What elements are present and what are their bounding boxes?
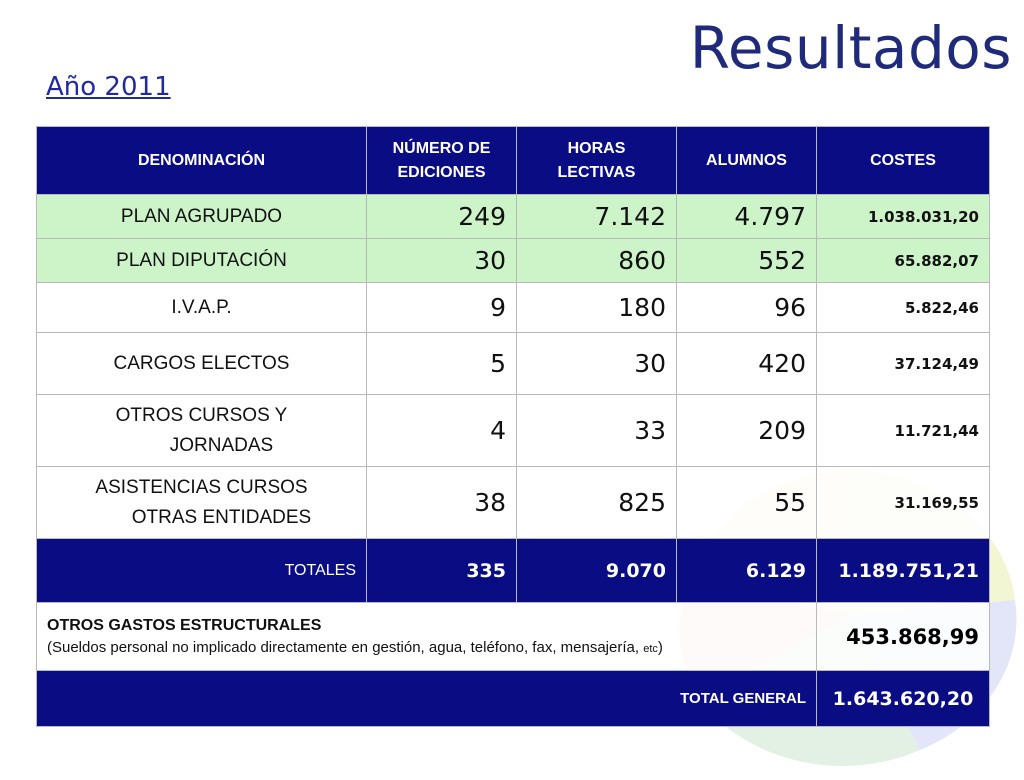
totales-ediciones: 335 — [367, 539, 517, 603]
otros-gastos-note: (Sueldos personal no implicado directamente en gestión, agua, teléfono, fax, mensajería, etc) — [47, 639, 663, 656]
table-row — [37, 333, 990, 395]
row-alumnos: 55 — [677, 467, 817, 539]
header-horas: HORAS LECTIVAS — [517, 127, 677, 195]
row-name: CARGOS ELECTOS — [37, 333, 367, 395]
row-alumnos: 96 — [677, 283, 817, 333]
totales-label: TOTALES — [37, 539, 367, 603]
row-name: ASISTENCIAS CURSOS OTRAS ENTIDADES — [37, 467, 367, 539]
row-name: PLAN DIPUTACIÓN — [37, 239, 367, 283]
table-row — [37, 395, 990, 467]
table-row — [37, 239, 990, 283]
row-alumnos: 420 — [677, 333, 817, 395]
totales-row — [37, 539, 990, 603]
row-alumnos: 552 — [677, 239, 817, 283]
row-horas: 30 — [517, 333, 677, 395]
row-name: OTROS CURSOS Y JORNADAS — [37, 395, 367, 467]
subtitle-year: Año 2011 — [46, 72, 171, 102]
totales-costes: 1.189.751,21 — [817, 539, 990, 603]
otros-gastos-description — [37, 603, 817, 671]
table-row — [37, 195, 990, 239]
table-row — [37, 283, 990, 333]
otros-gastos-title: OTROS GASTOS ESTRUCTURALES — [47, 617, 322, 634]
header-ediciones: NÚMERO DE EDICIONES — [367, 127, 517, 195]
row-alumnos: 209 — [677, 395, 817, 467]
otros-gastos-row — [37, 603, 990, 671]
row-name: I.V.A.P. — [37, 283, 367, 333]
total-general-label: TOTAL GENERAL — [37, 671, 817, 727]
row-costes: 31.169,55 — [817, 467, 990, 539]
row-costes: 65.882,07 — [817, 239, 990, 283]
row-name: PLAN AGRUPADO — [37, 195, 367, 239]
row-costes: 37.124,49 — [817, 333, 990, 395]
otros-gastos-value: 453.868,99 — [817, 603, 990, 671]
total-general-row — [37, 671, 990, 727]
row-ediciones: 30 — [367, 239, 517, 283]
row-costes: 5.822,46 — [817, 283, 990, 333]
row-ediciones: 5 — [367, 333, 517, 395]
row-alumnos: 4.797 — [677, 195, 817, 239]
row-ediciones: 4 — [367, 395, 517, 467]
header-alumnos: ALUMNOS — [677, 127, 817, 195]
row-horas: 33 — [517, 395, 677, 467]
row-ediciones: 249 — [367, 195, 517, 239]
header-costes: COSTES — [817, 127, 990, 195]
table-header-row — [37, 127, 990, 195]
row-costes: 11.721,44 — [817, 395, 990, 467]
row-horas: 7.142 — [517, 195, 677, 239]
totales-alumnos: 6.129 — [677, 539, 817, 603]
row-costes: 1.038.031,20 — [817, 195, 990, 239]
table-row — [37, 467, 990, 539]
total-general-value: 1.643.620,20 — [817, 671, 990, 727]
header-denominacion: DENOMINACIÓN — [37, 127, 367, 195]
totales-horas: 9.070 — [517, 539, 677, 603]
row-ediciones: 9 — [367, 283, 517, 333]
row-ediciones: 38 — [367, 467, 517, 539]
row-horas: 180 — [517, 283, 677, 333]
row-horas: 825 — [517, 467, 677, 539]
row-horas: 860 — [517, 239, 677, 283]
slide-title: Resultados — [689, 14, 1012, 82]
results-table — [36, 126, 990, 727]
